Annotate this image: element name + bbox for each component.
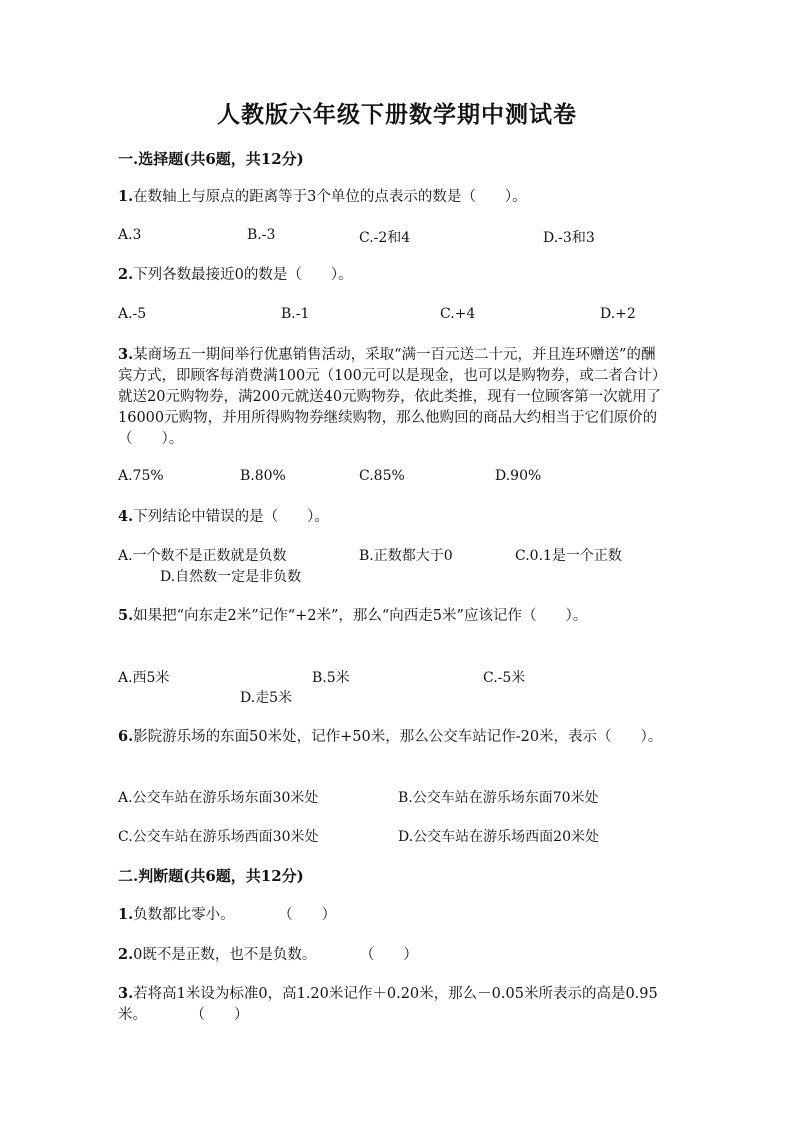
question-number: 3. [118, 346, 134, 363]
option-d: D.自然数一定是非负数 [160, 569, 302, 585]
option-d: D.走5米 [240, 690, 293, 706]
question-4 [118, 506, 668, 528]
option-a: A.75% [118, 468, 164, 484]
question-text: 某商场五一期间举行优惠销售活动，采取“满一百元送二十元，并且连环赠送”的酬宾方式，即顾客每消费满100元（100元可以是现金，也可以是购物券，或二者合计）就送20元购物券，满200元就送40元购物券，依此类推，现有一位顾客第一次就用了16000元购物，并用所得购物券继续购物，那么他购回的商品大约相当于它们原价的（ ）。 [118, 347, 662, 447]
option-b: B.-1 [281, 306, 310, 322]
question-text: 若将高1米设为标准0，高1.20米记作＋0.20米，那么－0.05米所表示的高是0.95米。 （ ） [118, 986, 658, 1023]
option-c: C.-2和4 [359, 230, 411, 246]
option-d: D.+2 [600, 306, 636, 322]
option-b: B.公交车站在游乐场东面70米处 [398, 790, 599, 806]
option-a: A.一个数不是正数就是负数 [118, 548, 287, 564]
option-d: D.公交车站在游乐场西面20米处 [398, 829, 599, 845]
option-b: B.5米 [312, 670, 350, 686]
option-b: B.正数都大于0 [359, 548, 453, 564]
page-title: 人教版六年级下册数学期中测试卷 [217, 101, 577, 128]
option-b: B.-3 [247, 227, 276, 243]
question-2 [118, 264, 668, 286]
option-a: A.西5米 [118, 670, 170, 686]
section-heading-judge: 二.判断题(共6题，共12分) [118, 867, 304, 885]
option-d: D.-3和3 [543, 230, 595, 246]
judge-question-3 [118, 983, 666, 1026]
question-text: 下列各数最接近0的数是（ ）。 [133, 267, 353, 283]
question-text: 下列结论中错误的是（ ）。 [133, 509, 329, 525]
option-a: A.-5 [118, 306, 147, 322]
question-number: 1. [118, 906, 134, 923]
question-number: 3. [118, 985, 134, 1002]
question-text: 负数都比零小。 （ ） [133, 907, 337, 923]
question-text: 0既不是正数，也不是负数。 （ ） [133, 947, 418, 963]
question-6 [118, 726, 668, 748]
option-c: C.-5米 [483, 670, 526, 686]
question-text: 如果把“向东走2米”记作“+2米”，那么“向西走5米”应该记作（ ）。 [133, 608, 588, 624]
question-number: 2. [118, 946, 134, 963]
option-c: C.85% [359, 468, 405, 484]
question-text: 在数轴上与原点的距离等于3个单位的点表示的数是（ ）。 [133, 189, 527, 205]
question-number: 1. [118, 188, 134, 205]
question-number: 4. [118, 508, 134, 525]
question-5 [118, 605, 668, 627]
judge-question-1 [118, 904, 668, 926]
question-number: 6. [118, 728, 134, 745]
option-a: A.3 [118, 227, 142, 243]
option-b: B.80% [240, 468, 286, 484]
question-number: 5. [118, 607, 134, 624]
judge-question-2 [118, 944, 668, 966]
section-heading-choice: 一.选择题(共6题，共12分) [118, 150, 304, 168]
option-c: C.公交车站在游乐场西面30米处 [118, 829, 319, 845]
option-c: C.0.1是一个正数 [515, 548, 622, 564]
option-a: A.公交车站在游乐场东面30米处 [118, 790, 319, 806]
option-c: C.+4 [440, 306, 476, 322]
question-number: 2. [118, 266, 134, 283]
option-d: D.90% [495, 468, 542, 484]
question-1 [118, 186, 668, 208]
question-text: 影院游乐场的东面50米处，记作+50米，那么公交车站记作-20米，表示（ ）。 [133, 729, 663, 745]
question-3 [118, 344, 666, 450]
